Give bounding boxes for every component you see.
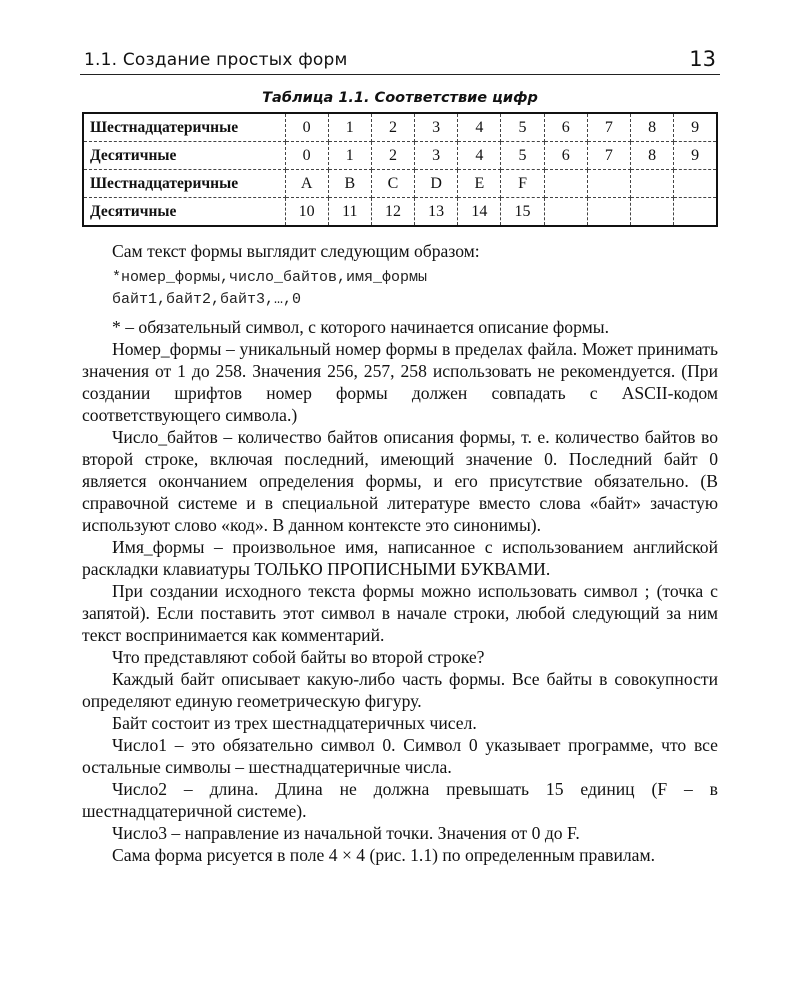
table-cell xyxy=(674,170,717,198)
digit-correspondence-table xyxy=(82,112,718,227)
paragraph: Номер_формы – уникальный номер формы в пределах файла. Может принимать значения от 1 до 258. Значения 256, 257, 258 использовать не рекомендуется. (При создании шрифтов номер формы должен совпадать с ASCII-кодом соответствующего символа.) xyxy=(82,339,718,425)
table-cell xyxy=(544,170,587,198)
table-cell: 1 xyxy=(328,142,371,170)
table-cell xyxy=(544,198,587,227)
code-line-2: байт1,байт2,байт3,…,0 xyxy=(112,291,302,308)
row-label: Десятичные xyxy=(83,198,285,227)
paragraph: Байт состоит из трех шестнадцатеричных чисел. xyxy=(112,713,477,733)
table-cell: 5 xyxy=(501,113,544,142)
table-cell: 4 xyxy=(458,142,501,170)
paragraph: Число2 – длина. Длина не должна превышать 15 единиц (F – в шестнадцатеричной системе). xyxy=(82,779,718,821)
table-cell: B xyxy=(328,170,371,198)
table-cell: 11 xyxy=(328,198,371,227)
table-cell xyxy=(631,170,674,198)
table-cell: 9 xyxy=(674,142,717,170)
paragraph: * – обязательный символ, с которого начинается описание формы. xyxy=(112,317,609,337)
paragraph: Имя_формы – произвольное имя, написанное с использованием английской раскладки клавиатуры ТОЛЬКО ПРОПИСНЫМИ БУКВАМИ. xyxy=(82,537,718,579)
table-cell xyxy=(587,198,630,227)
table-cell: 0 xyxy=(285,142,328,170)
header-title: 1.1. Создание простых форм xyxy=(84,50,348,70)
table-cell: 6 xyxy=(544,142,587,170)
table-cell: 15 xyxy=(501,198,544,227)
paragraph: Число_байтов – количество байтов описания формы, т. е. количество байтов во второй строке, включая последний, имеющий значение 0. Последний байт 0 является окончанием определения формы, и его присутствие обязательно. (В справочной системе и в специальной литературе вместо слова «байт» зачастую используют слово «код». В данном контексте это синонимы). xyxy=(82,427,718,535)
row-label: Десятичные xyxy=(83,142,285,170)
table-cell: 6 xyxy=(544,113,587,142)
table-cell: F xyxy=(501,170,544,198)
intro-paragraph: Сам текст формы выглядит следующим образом: xyxy=(112,241,480,261)
paragraph: Сама форма рисуется в поле 4 × 4 (рис. 1.1) по определенным правилам. xyxy=(112,845,655,865)
table-cell: 13 xyxy=(415,198,458,227)
table-cell: E xyxy=(458,170,501,198)
body-text xyxy=(82,240,718,866)
table-cell: 0 xyxy=(285,113,328,142)
table-cell: A xyxy=(285,170,328,198)
table-cell: 2 xyxy=(371,142,414,170)
table-row xyxy=(83,113,717,142)
table-cell: 9 xyxy=(674,113,717,142)
table-row xyxy=(83,170,717,198)
table-cell: 3 xyxy=(415,113,458,142)
code-line-1: *номер_формы,число_байтов,имя_формы xyxy=(112,269,428,286)
table-cell: 8 xyxy=(631,113,674,142)
table-cell: 10 xyxy=(285,198,328,227)
table-cell xyxy=(631,198,674,227)
table-caption: Таблица 1.1. Соответствие цифр xyxy=(262,90,538,106)
table-cell xyxy=(587,170,630,198)
table-row xyxy=(83,142,717,170)
table-cell: 7 xyxy=(587,113,630,142)
table-cell: 3 xyxy=(415,142,458,170)
table-cell: 8 xyxy=(631,142,674,170)
table-cell: 7 xyxy=(587,142,630,170)
table-cell: 4 xyxy=(458,113,501,142)
table-cell xyxy=(674,198,717,227)
table-cell: 5 xyxy=(501,142,544,170)
paragraph: Что представляют собой байты во второй строке? xyxy=(112,647,485,667)
table-cell: 2 xyxy=(371,113,414,142)
page-number: 13 xyxy=(689,47,716,71)
paragraph: При создании исходного текста формы можно использовать символ ; (точка с запятой). Если поставить этот символ в начале строки, любой следующий за ним текст воспринимается как комментарий. xyxy=(82,581,718,645)
paragraph: Каждый байт описывает какую-либо часть формы. Все байты в совокупности определяют единую геометрическую фигуру. xyxy=(82,669,718,711)
table-cell: 12 xyxy=(371,198,414,227)
paragraph: Число3 – направление из начальной точки. Значения от 0 до F. xyxy=(112,823,580,843)
table-row xyxy=(83,198,717,227)
running-header xyxy=(80,44,720,75)
row-label: Шестнадцатеричные xyxy=(83,113,285,142)
row-label: Шестнадцатеричные xyxy=(83,170,285,198)
table-cell: 1 xyxy=(328,113,371,142)
table-cell: 14 xyxy=(458,198,501,227)
table-cell: C xyxy=(371,170,414,198)
table-cell: D xyxy=(415,170,458,198)
paragraph: Число1 – это обязательно символ 0. Символ 0 указывает программе, что все остальные символы – шестнадцатеричные числа. xyxy=(82,735,718,777)
